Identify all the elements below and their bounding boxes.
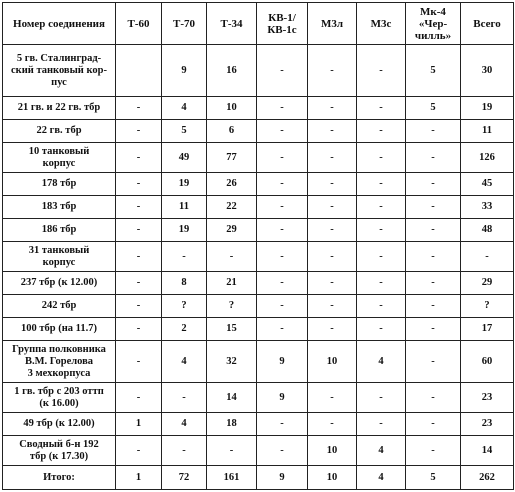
unit-name-line: 5 гв. Сталинград- — [16, 52, 102, 64]
cell-mk4: - — [406, 219, 461, 242]
header-t70: Т-70 — [162, 3, 207, 45]
cell-kv: 9 — [257, 383, 308, 413]
unit-name-line: 3 мехкорпуса — [27, 367, 91, 379]
cell-m3l: 10 — [308, 466, 357, 490]
cell-m3s: - — [357, 242, 406, 272]
cell-m3s: - — [357, 295, 406, 318]
cell-m3l: - — [308, 295, 357, 318]
header-mk4-line2: «Чер- — [418, 17, 448, 30]
cell-m3s: - — [357, 45, 406, 97]
table-row — [3, 196, 514, 219]
cell-t70: 4 — [162, 341, 207, 383]
cell-m3l: - — [308, 413, 357, 436]
table-row — [3, 242, 514, 272]
header-t60: Т-60 — [116, 3, 162, 45]
cell-t60: - — [116, 120, 162, 143]
header-kv-line1: КВ-1/ — [268, 11, 296, 24]
cell-t34: 21 — [207, 272, 257, 295]
cell-t60 — [116, 45, 162, 97]
cell-t70: 2 — [162, 318, 207, 341]
cell-t70: 19 — [162, 173, 207, 196]
header-unit: Номер соединения — [3, 3, 116, 45]
cell-t34: 26 — [207, 173, 257, 196]
cell-total: 23 — [461, 383, 514, 413]
cell-t70: 4 — [162, 413, 207, 436]
cell-unit-name — [3, 318, 116, 341]
cell-t70: - — [162, 436, 207, 466]
table-row — [3, 295, 514, 318]
table-body — [3, 45, 514, 490]
tank-strength-table — [2, 2, 514, 490]
cell-mk4: - — [406, 242, 461, 272]
table-row — [3, 97, 514, 120]
cell-total: 17 — [461, 318, 514, 341]
cell-t70: 49 — [162, 143, 207, 173]
unit-name-line: пус — [51, 76, 67, 88]
cell-t34: 16 — [207, 45, 257, 97]
cell-t34: 22 — [207, 196, 257, 219]
table-row — [3, 219, 514, 242]
cell-kv: - — [257, 413, 308, 436]
cell-mk4: - — [406, 383, 461, 413]
cell-m3s: - — [357, 413, 406, 436]
cell-mk4: 5 — [406, 466, 461, 490]
cell-t60: - — [116, 143, 162, 173]
cell-unit-name — [3, 97, 116, 120]
cell-m3l: 10 — [308, 341, 357, 383]
table-row — [3, 143, 514, 173]
cell-mk4: 5 — [406, 97, 461, 120]
cell-unit-name — [3, 436, 116, 466]
cell-unit-name — [3, 413, 116, 436]
cell-m3s: 4 — [357, 341, 406, 383]
unit-name-line: 31 танковый — [28, 244, 90, 256]
cell-t70: 72 — [162, 466, 207, 490]
cell-total: 126 — [461, 143, 514, 173]
table-row — [3, 466, 514, 490]
header-total: Всего — [461, 3, 514, 45]
cell-kv: 9 — [257, 341, 308, 383]
cell-total: 14 — [461, 436, 514, 466]
unit-name-line: (к 16.00) — [39, 397, 79, 409]
unit-name-line: 22 гв. тбр — [36, 125, 82, 136]
cell-t60: - — [116, 219, 162, 242]
cell-t60: - — [116, 318, 162, 341]
cell-unit-name — [3, 341, 116, 383]
unit-name-line: 237 тбр (к 12.00) — [20, 277, 98, 288]
unit-name-line: ский танковый кор- — [11, 64, 107, 76]
cell-t70: 9 — [162, 45, 207, 97]
cell-total: 11 — [461, 120, 514, 143]
cell-t60: - — [116, 173, 162, 196]
unit-name-line: Группа полковника — [12, 343, 106, 355]
cell-m3s: - — [357, 196, 406, 219]
cell-t34: - — [207, 436, 257, 466]
table-row — [3, 341, 514, 383]
cell-kv: - — [257, 45, 308, 97]
cell-total: 33 — [461, 196, 514, 219]
cell-m3s: - — [357, 272, 406, 295]
cell-unit-name — [3, 120, 116, 143]
unit-name-line: тбр (к 17.30) — [29, 450, 89, 462]
cell-mk4: - — [406, 413, 461, 436]
cell-m3s: - — [357, 383, 406, 413]
cell-unit-name — [3, 219, 116, 242]
header-mk4-line3: чилль» — [414, 29, 452, 42]
cell-t60: - — [116, 272, 162, 295]
cell-total: 29 — [461, 272, 514, 295]
unit-name-line: 1 гв. тбр с 203 оттп — [14, 385, 104, 397]
cell-m3s: - — [357, 173, 406, 196]
cell-m3l: - — [308, 196, 357, 219]
cell-kv: - — [257, 219, 308, 242]
cell-unit-name — [3, 242, 116, 272]
cell-unit-name — [3, 173, 116, 196]
cell-t70: 19 — [162, 219, 207, 242]
cell-t34: 161 — [207, 466, 257, 490]
cell-mk4: 5 — [406, 45, 461, 97]
table-row — [3, 120, 514, 143]
header-m3s: М3с — [357, 3, 406, 45]
cell-total: - — [461, 242, 514, 272]
cell-t34: 32 — [207, 341, 257, 383]
cell-t70: 8 — [162, 272, 207, 295]
cell-m3l: - — [308, 97, 357, 120]
cell-m3l: - — [308, 219, 357, 242]
cell-t70: - — [162, 242, 207, 272]
cell-t70: 11 — [162, 196, 207, 219]
cell-t34: 10 — [207, 97, 257, 120]
cell-m3l: - — [308, 45, 357, 97]
cell-unit-name — [3, 295, 116, 318]
cell-total: 262 — [461, 466, 514, 490]
cell-mk4: - — [406, 436, 461, 466]
cell-m3l: - — [308, 383, 357, 413]
cell-t60: - — [116, 383, 162, 413]
cell-t34: - — [207, 242, 257, 272]
cell-m3s: - — [357, 219, 406, 242]
cell-t60: - — [116, 242, 162, 272]
header-m3l: М3л — [308, 3, 357, 45]
cell-total: ? — [461, 295, 514, 318]
header-kv — [257, 3, 308, 45]
unit-name-line: Сводный б-н 192 — [19, 438, 99, 450]
cell-t34: ? — [207, 295, 257, 318]
cell-t34: 14 — [207, 383, 257, 413]
cell-kv: - — [257, 97, 308, 120]
cell-t70: 5 — [162, 120, 207, 143]
unit-name-line: 178 тбр — [41, 178, 77, 189]
cell-m3l: - — [308, 120, 357, 143]
cell-m3l: - — [308, 272, 357, 295]
header-mk4-line1: Мк-4 — [420, 5, 446, 18]
cell-kv: - — [257, 143, 308, 173]
header-kv-line2: КВ-1с — [267, 23, 297, 36]
cell-t34: 6 — [207, 120, 257, 143]
cell-total: 19 — [461, 97, 514, 120]
table-row — [3, 272, 514, 295]
cell-t70: - — [162, 383, 207, 413]
cell-m3s: - — [357, 97, 406, 120]
unit-name-line: 49 тбр (к 12.00) — [23, 418, 95, 429]
cell-mk4: - — [406, 341, 461, 383]
cell-t60: - — [116, 295, 162, 318]
unit-name-line: 183 тбр — [41, 201, 77, 212]
unit-name-line: корпус — [42, 157, 76, 169]
header-row — [3, 3, 514, 45]
cell-mk4: - — [406, 295, 461, 318]
table-row — [3, 383, 514, 413]
cell-kv: - — [257, 120, 308, 143]
cell-t34: 29 — [207, 219, 257, 242]
cell-total: 60 — [461, 341, 514, 383]
cell-t70: ? — [162, 295, 207, 318]
cell-mk4: - — [406, 173, 461, 196]
unit-name-line: 242 тбр — [41, 300, 77, 311]
cell-unit-name — [3, 383, 116, 413]
cell-m3l: - — [308, 143, 357, 173]
unit-name-line: 10 танковый — [28, 145, 90, 157]
cell-m3s: 4 — [357, 466, 406, 490]
cell-m3l: - — [308, 318, 357, 341]
cell-unit-name — [3, 143, 116, 173]
cell-m3l: - — [308, 173, 357, 196]
cell-t60: - — [116, 436, 162, 466]
table-row — [3, 173, 514, 196]
cell-unit-name — [3, 272, 116, 295]
cell-mk4: - — [406, 272, 461, 295]
table-row — [3, 45, 514, 97]
cell-t60: - — [116, 341, 162, 383]
cell-kv: - — [257, 196, 308, 219]
unit-name-line: 100 тбр (на 11.7) — [21, 323, 97, 334]
cell-unit-name — [3, 466, 116, 490]
cell-total: 30 — [461, 45, 514, 97]
unit-name-line: 21 гв. и 22 гв. тбр — [17, 102, 101, 113]
cell-t34: 15 — [207, 318, 257, 341]
cell-m3s: - — [357, 318, 406, 341]
cell-kv: - — [257, 436, 308, 466]
cell-unit-name — [3, 45, 116, 97]
cell-mk4: - — [406, 120, 461, 143]
cell-total: 23 — [461, 413, 514, 436]
cell-mk4: - — [406, 318, 461, 341]
cell-kv: - — [257, 272, 308, 295]
cell-mk4: - — [406, 196, 461, 219]
cell-mk4: - — [406, 143, 461, 173]
header-mk4 — [406, 3, 461, 45]
table-row — [3, 413, 514, 436]
cell-kv: - — [257, 242, 308, 272]
cell-kv: - — [257, 318, 308, 341]
cell-t34: 18 — [207, 413, 257, 436]
cell-kv: - — [257, 295, 308, 318]
cell-t60: 1 — [116, 466, 162, 490]
cell-unit-name — [3, 196, 116, 219]
cell-t70: 4 — [162, 97, 207, 120]
unit-name-line: 186 тбр — [41, 224, 77, 235]
cell-m3s: - — [357, 120, 406, 143]
cell-t60: 1 — [116, 413, 162, 436]
cell-total: 48 — [461, 219, 514, 242]
cell-m3s: - — [357, 143, 406, 173]
unit-name-line: Итого: — [43, 471, 75, 483]
cell-t60: - — [116, 97, 162, 120]
cell-m3s: 4 — [357, 436, 406, 466]
cell-t60: - — [116, 196, 162, 219]
cell-m3l: 10 — [308, 436, 357, 466]
header-t34: Т-34 — [207, 3, 257, 45]
table-row — [3, 318, 514, 341]
cell-kv: 9 — [257, 466, 308, 490]
table-row — [3, 436, 514, 466]
unit-name-line: корпус — [42, 256, 76, 268]
cell-t34: 77 — [207, 143, 257, 173]
cell-total: 45 — [461, 173, 514, 196]
cell-m3l: - — [308, 242, 357, 272]
cell-kv: - — [257, 173, 308, 196]
unit-name-line: В.М. Горелова — [24, 355, 94, 367]
